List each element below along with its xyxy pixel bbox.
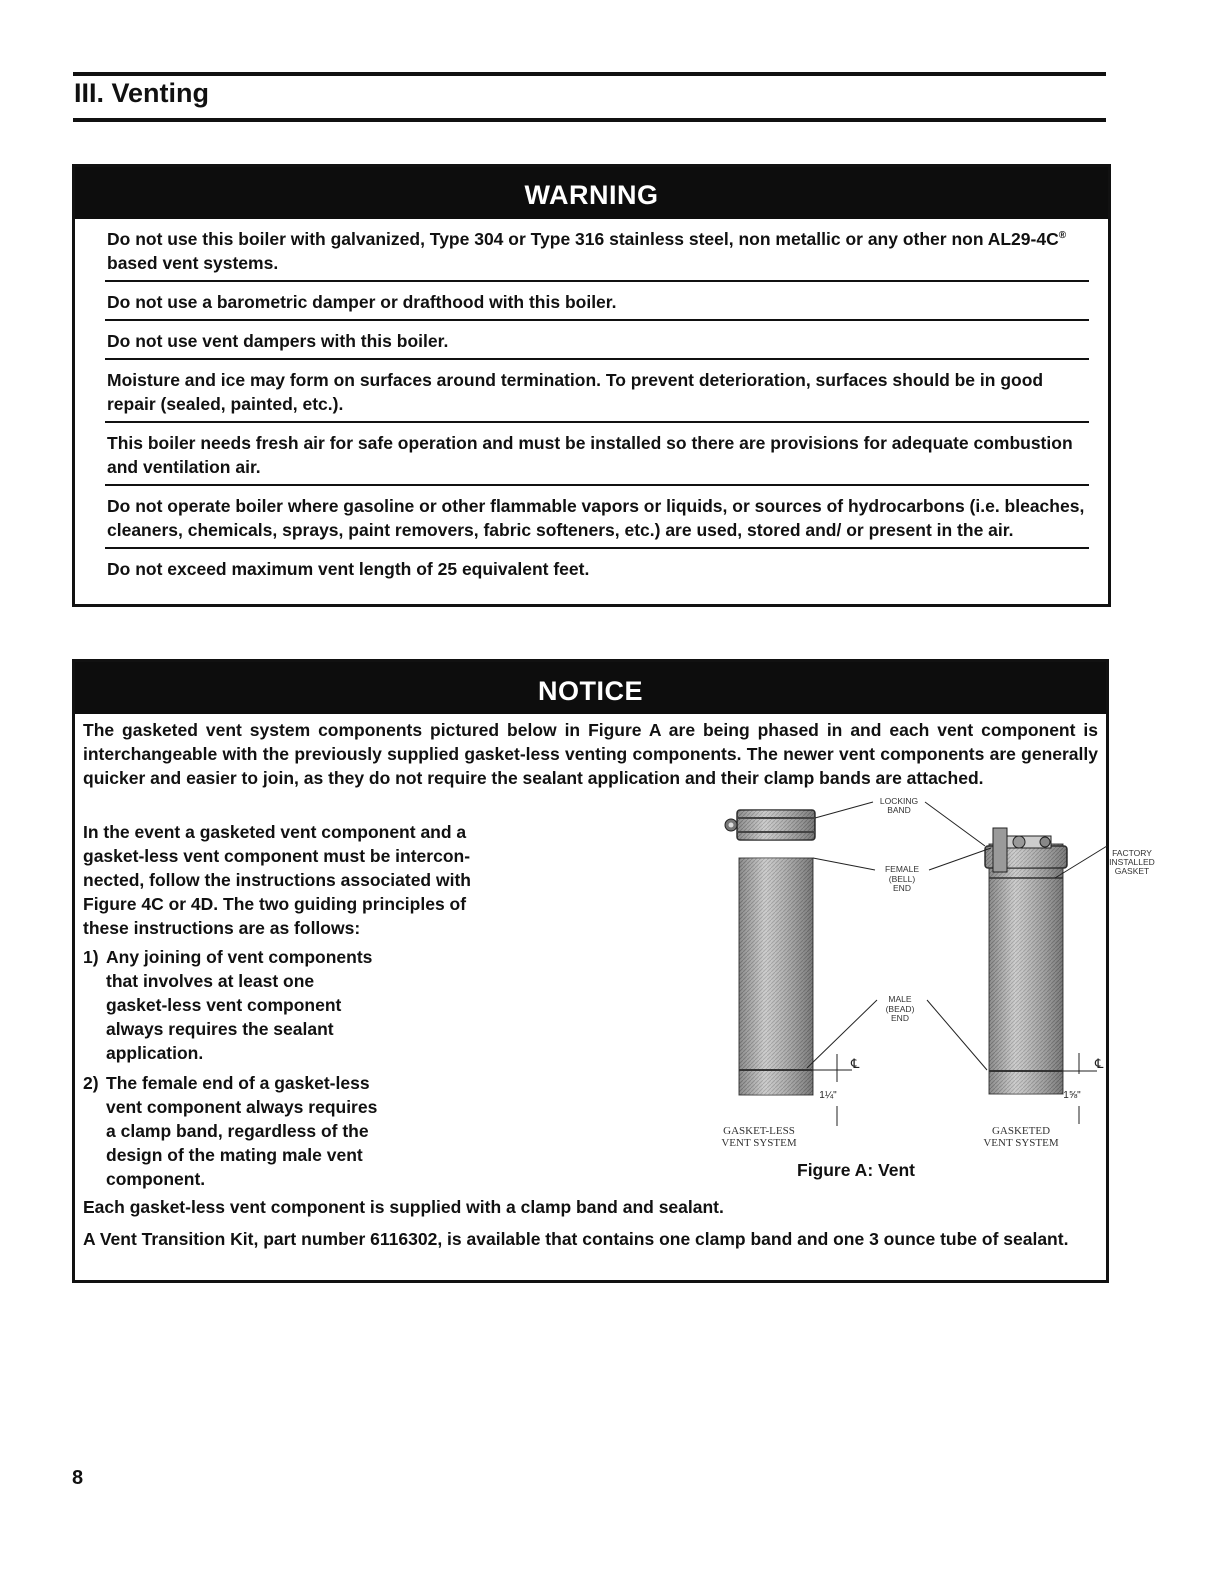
vent-figure — [647, 788, 1155, 1188]
gasketed-pipe — [985, 828, 1067, 1094]
notice-paragraph-interconnect: In the event a gasketed vent component and a gasket-less vent component must be intercon- nected, follow the instructions associated with Figure 4C or 4D. The two guiding principles of these instructions are as follows: — [83, 822, 471, 938]
male-end-label: MALE (BEAD) END — [885, 994, 915, 1023]
warning-list — [105, 219, 1089, 586]
notice-kit: A Vent Transition Kit, part number 6116302, is available that contains one clamp band and one 3 ounce tube of sealant. — [83, 1229, 1069, 1249]
notice-intro: The gasketed vent system components pictured below in Figure A are being phased in and each vent component is interchangeable with the previously supplied gasket-less venting components. The newer vent components are generally quicker and easier to join, as they do not require the sealant application and their clamp bands are attached. — [83, 720, 1098, 788]
gasketless-label: GASKET-LESS VENT SYSTEM — [721, 1125, 797, 1149]
page-number: 8 — [72, 1467, 84, 1489]
notice-supplied: Each gasket-less vent component is supplied with a clamp band and sealant. — [83, 1197, 724, 1217]
figure-caption: Figure A: Vent — [797, 1160, 915, 1180]
registered-mark: ® — [1058, 230, 1067, 242]
gasketed-label: GASKETED VENT SYSTEM — [983, 1125, 1059, 1149]
notice-box — [72, 659, 1155, 1283]
section-title: III. Venting — [74, 78, 210, 108]
warning-item: Do not use this boiler with galvanized, Type 304 or Type 316 stainless steel, non metallic or any other non AL29-4C® based vent systems. — [105, 219, 1089, 282]
warning-item: Do not use a barometric damper or drafthood with this boiler. — [105, 282, 1089, 321]
female-end-label: FEMALE (BELL) END — [884, 864, 920, 893]
gasketless-pipe — [725, 810, 815, 1095]
header-rule-top — [73, 72, 1106, 76]
warning-item: This boiler needs fresh air for safe operation and must be installed so there are provisions for adequate combustion and ventilation air. — [105, 423, 1089, 486]
locking-band-label: LOCKING BAND — [879, 796, 919, 815]
dim-left: 1¼" — [819, 1090, 837, 1101]
warning-box — [72, 164, 1111, 607]
principle-item-2: 2) The female end of a gasket-less vent component always requires a clamp band, regardless of the design of the mating male vent component. — [83, 1073, 378, 1189]
principle-item-1: 1) Any joining of vent components that involves at least one gasket-less vent component always requires the sealant application. — [83, 947, 373, 1063]
centerline-right: ℄ — [1095, 1056, 1104, 1071]
centerline-left: ℄ — [851, 1056, 860, 1071]
notice-header: NOTICE — [75, 662, 1106, 714]
dim-right: 1⅝" — [1063, 1090, 1081, 1101]
factory-gasket-label: FACTORY INSTALLED GASKET — [1109, 848, 1155, 876]
warning-item: Do not operate boiler where gasoline or other flammable vapors or liquids, or sources of hydrocarbons (i.e. bleaches, cleaners, chemicals, sprays, paint removers, fabric softeners, etc.) are used, stored and/ or present in the air. — [105, 486, 1089, 549]
warning-header: WARNING — [75, 167, 1108, 219]
warning-item: Do not use vent dampers with this boiler. — [105, 321, 1089, 360]
warning-item: Moisture and ice may form on surfaces around termination. To prevent deterioration, surfaces should be in good repair (sealed, painted, etc.). — [105, 360, 1089, 423]
header-rule-bottom — [73, 118, 1106, 122]
warning-item: Do not exceed maximum vent length of 25 equivalent feet. — [107, 559, 590, 579]
